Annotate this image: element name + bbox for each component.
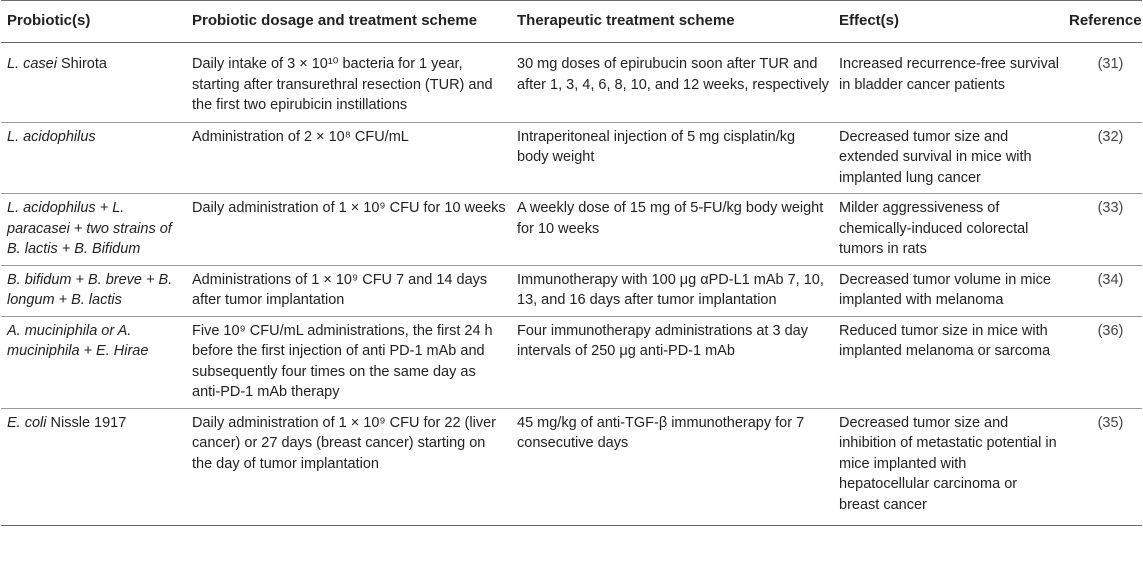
probiotic-strain: Shirota (56, 56, 107, 72)
effect-cell: Increased recurrence-free survival in bladder cancer patients (833, 43, 1063, 123)
effect-cell: Reduced tumor size in mice with implanted melanoma or sarcoma (833, 316, 1063, 408)
probiotic-species: L. acidophilus (7, 128, 96, 145)
reference-link[interactable]: (32) (1063, 122, 1142, 194)
therapy-cell: A weekly dose of 15 mg of 5-FU/kg body weight for 10 weeks (511, 194, 833, 266)
probiotic-cell (1, 43, 186, 123)
header-probiotics: Probiotic(s) (1, 1, 186, 43)
therapy-cell: Four immunotherapy administrations at 3 day intervals of 250 μg anti-PD-1 mAb (511, 316, 833, 408)
probiotic-strain: Nissle 1917 (46, 414, 127, 431)
header-dosage: Probiotic dosage and treatment scheme (186, 1, 511, 43)
table-row (1, 408, 1142, 526)
header-therapy: Therapeutic treatment scheme (511, 1, 833, 43)
therapy-cell: Intraperitoneal injection of 5 mg cisplatin/kg body weight (511, 122, 833, 194)
table-row (1, 194, 1142, 266)
header-reference: Reference (1063, 1, 1142, 43)
dosage-cell: Administration of 2 × 10⁸ CFU/mL (186, 122, 511, 194)
effect-cell: Milder aggressiveness of chemically-induced colorectal tumors in rats (833, 194, 1063, 266)
effect-cell: Decreased tumor size and extended survival in mice with implanted lung cancer (833, 122, 1063, 194)
table-row (1, 43, 1142, 123)
table-row (1, 316, 1142, 408)
probiotic-cell (1, 408, 186, 526)
probiotic-cell: A. muciniphila or A. muciniphila + E. Hirae (1, 316, 186, 408)
therapy-cell: Immunotherapy with 100 μg αPD-L1 mAb 7, 10, 13, and 16 days after tumor implantation (511, 265, 833, 316)
table-row (1, 122, 1142, 194)
dosage-cell: Daily intake of 3 × 10¹⁰ bacteria for 1 year, starting after transurethral resection (TUR) and the first two epirubicin instillations (186, 43, 511, 123)
reference-link[interactable]: (35) (1063, 408, 1142, 526)
dosage-cell: Daily administration of 1 × 10⁹ CFU for 10 weeks (186, 194, 511, 266)
dosage-cell: Daily administration of 1 × 10⁹ CFU for 22 (liver cancer) or 27 days (breast cancer) starting on the day of tumor implantation (186, 408, 511, 526)
dosage-cell: Five 10⁹ CFU/mL administrations, the first 24 h before the first injection of anti PD-1 mAb and subsequently four times on the same day as anti-PD-1 mAb therapy (186, 316, 511, 408)
effect-cell: Decreased tumor volume in mice implanted with melanoma (833, 265, 1063, 316)
reference-link[interactable]: (31) (1063, 43, 1142, 123)
reference-link[interactable]: (34) (1063, 265, 1142, 316)
header-row (1, 1, 1142, 43)
therapy-cell: 45 mg/kg of anti-TGF-β immunotherapy for 7 consecutive days (511, 408, 833, 526)
probiotics-table (1, 0, 1142, 526)
probiotic-species: L. casei (7, 56, 57, 72)
header-effects: Effect(s) (833, 1, 1063, 43)
probiotic-cell: L. acidophilus + L. paracasei + two strains of B. lactis + B. Bifidum (1, 194, 186, 266)
dosage-cell: Administrations of 1 × 10⁹ CFU 7 and 14 days after tumor implantation (186, 265, 511, 316)
effect-cell: Decreased tumor size and inhibition of metastatic potential in mice implanted with hepatocellular carcinoma or breast cancer (833, 408, 1063, 526)
probiotic-species: E. coli (7, 414, 47, 431)
table-row (1, 265, 1142, 316)
reference-link[interactable]: (33) (1063, 194, 1142, 266)
therapy-cell: 30 mg doses of epirubucin soon after TUR and after 1, 3, 4, 6, 8, 10, and 12 weeks, respectively (511, 43, 833, 123)
probiotic-cell (1, 122, 186, 194)
reference-link[interactable]: (36) (1063, 316, 1142, 408)
probiotic-cell: B. bifidum + B. breve + B. longum + B. lactis (1, 265, 186, 316)
